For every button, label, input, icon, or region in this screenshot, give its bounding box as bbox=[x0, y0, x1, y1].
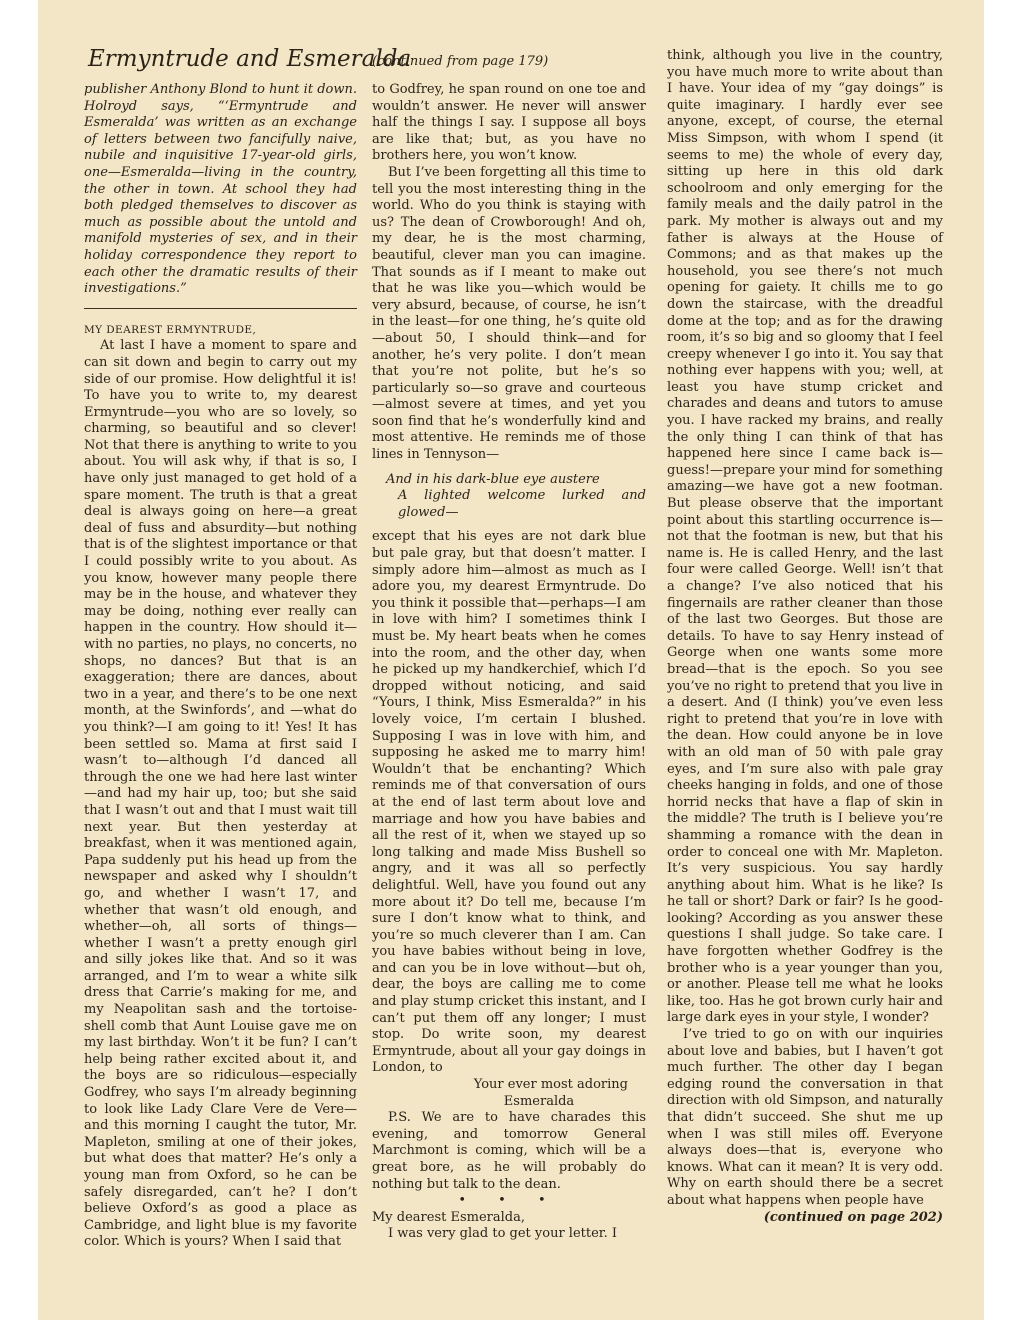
continued-on-note: (continued on page 202) bbox=[763, 1209, 943, 1225]
body-paragraph: I was very glad to get your letter. I bbox=[388, 1226, 617, 1242]
body-paragraph: At last I have a moment to spare and can sit down and begin to carry out my side of our promise. How delightful it is! To have you to write to, my dearest Ermyntrude—you who are so lovely, so charming, so beautiful and so clever! Not that there is anything to write to you about. You will ask why, if that is so, I have only just managed to get hold of a spare moment. The truth is that a great deal is always going on here—a great deal of fuss and absurdity—but nothing that is of the slightest importance or that I could possibly write to you about. As you know, however many people there may be in the house, and whatever they may be doing, nothing ever really can happen in the country. How should it—with no parties, no plays, no concerts, no shops, no dances? But that is an exaggeration; there are dances, about two in a year, and there’s to be one next month, at the Swinfords’, and —what do you think?—I am going to it! Yes! It has been settled so. Mama at first said I wasn’t to—although I’d danced all through the one we had here last winter—and had my hair up, too; but she said that I wasn’t out and that I must wait till next year. But then yesterday at breakfast, when it was mentioned again, Papa suddenly put his head up from the newspaper and asked why I shouldn’t go, and whether I wasn’t 17, and whether that wasn’t old enough, and whether—oh, all sorts of things—whether I wasn’t a pretty enough girl and silly jokes like that. And so it was arranged, and I’m to wear a white silk dress that Carrie’s making for me, and my Neapolitan sash and the tortoise-shell comb that Aunt Louise gave me on my last birthday. Won’t it be fun? I can’t help being rather excited about it, and the boys are so ridiculous—especially Godfrey, who says I’m already beginning to look like Lady Clare Vere de Vere—and this morning I caught the tutor, Mr. Mapleton, smiling at one of their jokes, but what does that matter? He’s only a young man from Oxford, so he can be safely disregarded, can’t he? I don’t believe Oxford’s as good a place as Cambridge, and light blue is my favorite color. Which is yours? When I said that bbox=[84, 338, 357, 1250]
body-paragraph: I’ve tried to go on with our inquiries about love and babies, but I haven’t got much further. The other day I began edging round the conversation in that direction with old Simpson, and naturally that didn’t succeed. She shut me up when I was still miles off. Everyone always does—that is, everyone who knows. What can it mean? It is very odd. Why on earth should there be a secret about what happens when people have bbox=[667, 1027, 943, 1208]
letter-salutation: MY DEAREST ERMYNTRUDE, bbox=[84, 323, 257, 336]
letter-closing: Your ever most adoring bbox=[473, 1077, 628, 1093]
verse-line: And in his dark-blue eye austere bbox=[386, 471, 600, 487]
body-paragraph: think, although you live in the country, you have much more to write about than I have. Your idea of my “gay doings” is quite imaginary. I hardly ever see anyone, except, of course, the eternal Miss Simpson, with whom I spend (it seems to me) the whole of every day, sitting up here in this old dark schoolroom and only emerging for the family meals and the daily patrol in the park. My mother is always out and my father is always at the House of Commons; and as that makes up the household, you see there’s not much opening for gaiety. It chills me to go down the staircase, with the dreadful dome at the top; and as for the drawing room, it’s so big and so gloomy that I feel creepy whenever I go into it. You say that nothing ever happens with you; well, at least you have stump cricket and charades and deans and tutors to amuse you. I have racked my brains, and really the only thing I can think of that has happened here since I came back is—guess!—prepare your mind for something amazing—we have got a new footman. But please observe that the important point about this startling occurrence is—not that the footman is new, but that his name is. He is called Henry, and the last four were called George. Well! isn’t that a change? I’ve also noticed that his fingernails are rather cleaner than those of the last two Georges. But those are details. To have to say Henry instead of George when one wants some more bread—that is the epoch. So you see you’ve no right to pretend that you live in a desert. And (I think) you’ve even less right to pretend that you’re in love with the dean. How could anyone be in love with an old man of 50 with pale gray eyes, and I’m sure also with pale gray cheeks hanging in folds, and one of those horrid necks that have a flap of skin in the middle? The truth is I believe you’re shamming a romance with the dean in order to conceal one with Mr. Mapleton. It’s very suspicious. You say hardly anything about him. What is he like? Is he tall or short? Dark or fair? Is he good-looking? According as you answer these questions I shall judge. So take care. I have forgotten whether Godfrey is the brother who is a year younger than you, or another. Please tell me what he looks like, too. Has he got brown curly hair and large dark eyes in your style, I wonder? bbox=[667, 48, 943, 1026]
column-1 bbox=[84, 82, 357, 1251]
letter-salutation: My dearest Esmeralda, bbox=[372, 1209, 525, 1225]
letter-signature: Esmeralda bbox=[503, 1093, 575, 1109]
section-divider bbox=[84, 308, 357, 309]
intro-paragraph: publisher Anthony Blond to hunt it down. Holroyd says, “‘Ermyntrude and Esmeralda’ was written as an exchange of letters between two fancifully naive, nubile and inquisitive 17-year-old girls, one—Esmeralda—living in the country, the other in town. At school they had both pledged themselves to discover as much as possible about the untold and manifold mysteries of sex, and in their holiday correspondence they report to each other the dramatic results of their investigations.” bbox=[84, 82, 357, 297]
body-paragraph: to Godfrey, he span round on one toe and wouldn’t answer. He never will answer half the things I say. I suppose all boys are like that; but, as you have no brothers here, you won’t know. bbox=[372, 82, 646, 164]
continued-from-note: (continued from page 179) bbox=[372, 54, 549, 69]
body-paragraph: But I’ve been forgetting all this time to tell you the most interesting thing in the world. Who do you think is staying with us? The dean of Crowborough! And oh, my dear, he is the most charming, beautiful, clever man you can imagine. That sounds as if I meant to make out that he was like you—which would be very absurd, because, of course, he isn’t in the least—for one thing, he’s quite old—about 50, I should think—and for another, he’s very polite. I don’t mean that you’re not polite, but he’s so particularly so—so grave and courteous —almost severe at times, and yet you soon find that he’s wonderfully kind and most attentive. He reminds me of those lines in Tennyson— bbox=[372, 164, 646, 463]
body-paragraph: except that his eyes are not dark blue but pale gray, but that doesn’t matter. I simply adore him—almost as much as I adore you, my dearest Ermyntrude. Do you think it possible that—perhaps—I am in love with him? I sometimes think I must be. My heart beats when he comes into the room, and the other day, when he picked up my handkerchief, which I’d dropped without noticing, and said “Yours, I think, Miss Esmeralda?” in his lovely voice, I’m certain I blushed. Supposing I was in love with him, and supposing he asked me to marry him! Wouldn’t that be enchanting? Which reminds me of that conversation of ours at the end of last term about love and marriage and how you have babies and all the rest of it, when we stayed up so long talking and made Miss Bushell so angry, and it was all so perfectly delightful. Well, have you found out any more about it? Do tell me, because I’m sure I don’t know what to think, and you’re so much cleverer than I am. Can you have babies without being in love, and can you be in love without—but oh, dear, the boys are calling me to come and play stump cricket this instant, and I can’t put them off any longer; I must stop. Do write soon, my dearest Ermyntrude, about all your gay doings in London, to bbox=[372, 529, 646, 1076]
column-3 bbox=[667, 48, 943, 1226]
column-2 bbox=[372, 82, 646, 1243]
postscript: P.S. We are to have charades this evening, and tomorrow General Marchmont is coming, which will be a great bore, as he will probably do nothing but talk to the dean. bbox=[372, 1110, 646, 1192]
verse-line: A lighted welcome lurked and glowed— bbox=[398, 488, 646, 520]
verse-quote bbox=[386, 472, 646, 522]
section-break-dots: • • • bbox=[458, 1193, 560, 1209]
article-title: Ermyntrude and Esmeralda bbox=[88, 46, 412, 72]
